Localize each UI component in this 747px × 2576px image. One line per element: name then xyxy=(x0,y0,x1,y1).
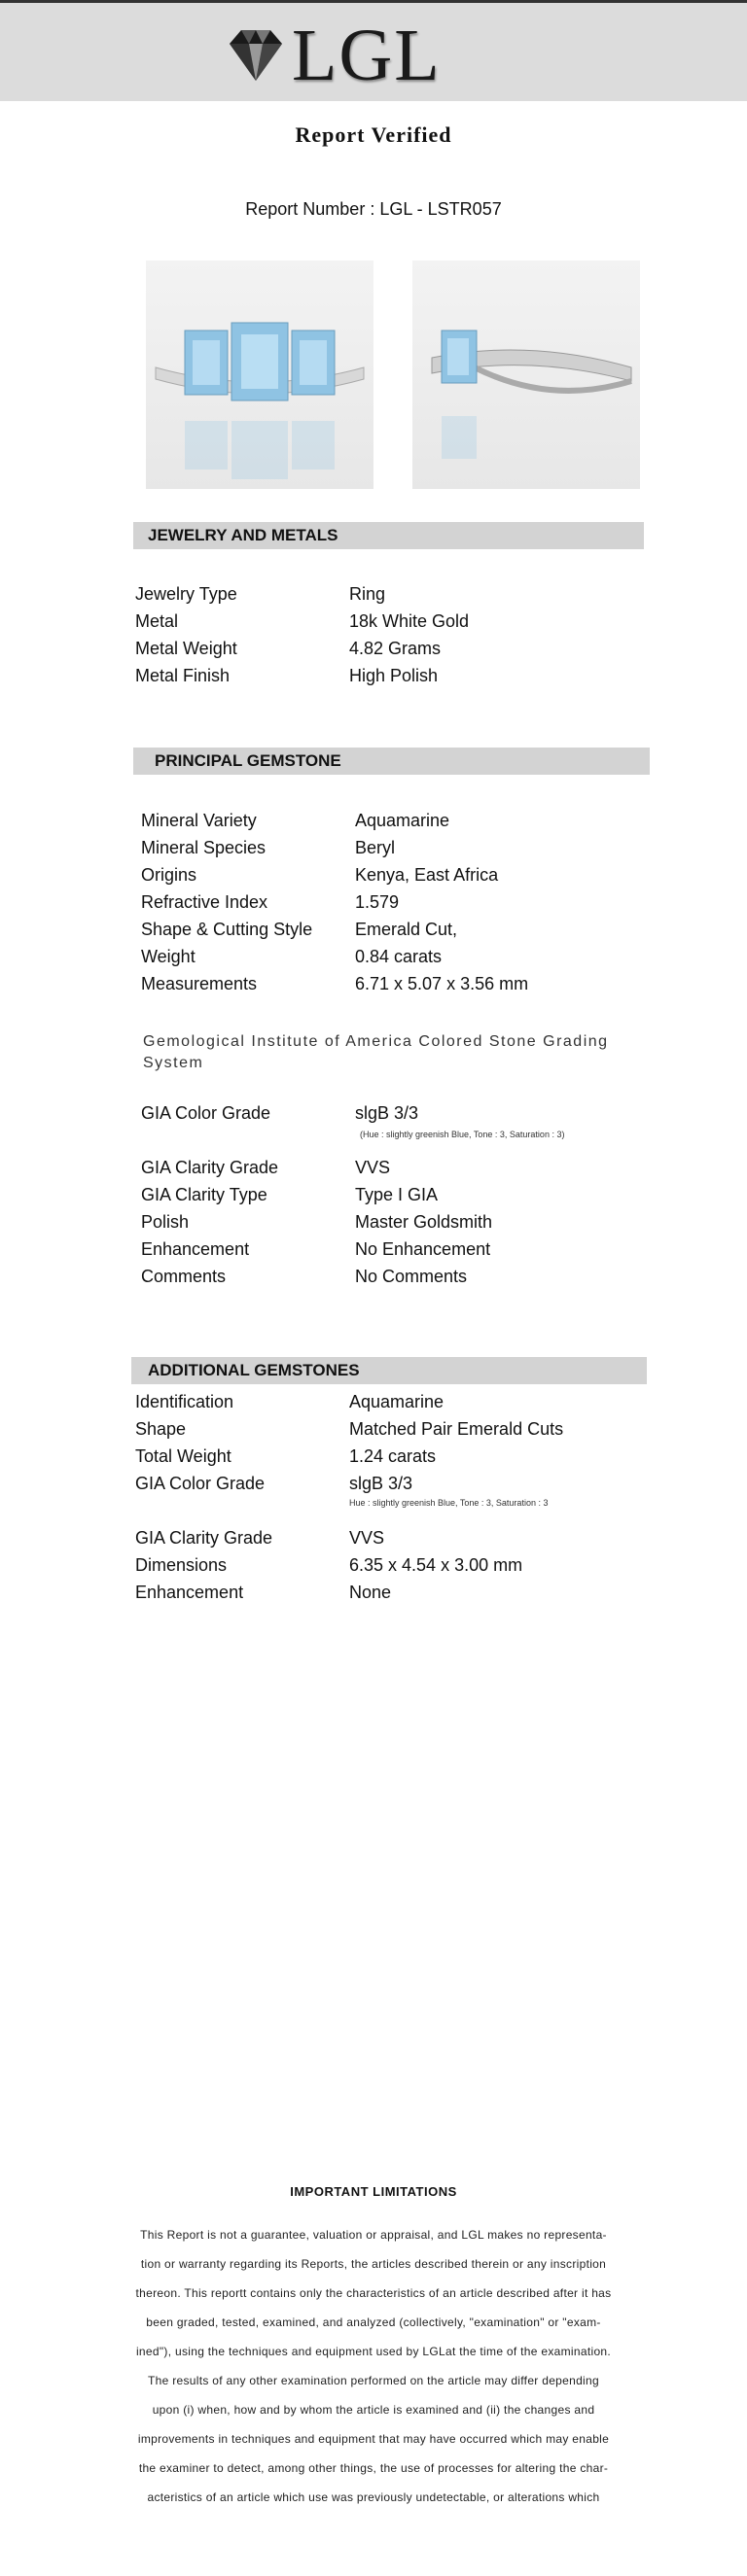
principal-section-heading: PRINCIPAL GEMSTONE xyxy=(133,748,650,775)
limitations-line: acteristics of an article which use was previously undetectable, or alterations which xyxy=(147,2490,600,2504)
detail-value: High Polish xyxy=(349,666,439,685)
detail-label: GIA Color Grade xyxy=(135,1474,266,1493)
detail-value: 18k White Gold xyxy=(349,611,470,631)
detail-value: Master Goldsmith xyxy=(355,1212,493,1232)
limitations-line: The results of any other examination performed on the article may differ depending xyxy=(148,2374,599,2387)
detail-value: Ring xyxy=(349,584,386,604)
limitations-line: tion or warranty regarding its Reports, the articles described therein or any inscription xyxy=(140,2257,607,2271)
detail-value: No Enhancement xyxy=(355,1239,491,1259)
detail-value: Type I GIA xyxy=(355,1185,439,1204)
detail-label: Weight xyxy=(141,947,196,966)
additional-section-heading: ADDITIONAL GEMSTONES xyxy=(131,1357,647,1384)
detail-label: Shape xyxy=(135,1419,187,1439)
detail-label: Jewelry Type xyxy=(135,584,237,604)
detail-label: Comments xyxy=(141,1267,227,1286)
detail-value: None xyxy=(349,1583,392,1602)
detail-row xyxy=(141,1099,418,1127)
detail-row xyxy=(141,1154,492,1181)
detail-label: Shape & Cutting Style xyxy=(141,920,313,939)
detail-row xyxy=(141,861,528,888)
limitations-line: upon (i) when, how and by whom the article is examined and (ii) the changes and xyxy=(152,2403,595,2417)
gia-grading-system-heading: Gemological Institute of America Colored Stone Grading System xyxy=(143,1033,609,1071)
detail-value: Beryl xyxy=(355,838,396,857)
logo-text: LGL xyxy=(292,15,442,96)
detail-row xyxy=(135,1579,522,1606)
detail-value: Kenya, East Africa xyxy=(355,865,499,885)
detail-row xyxy=(141,1208,492,1236)
limitations-line: thereon. This reportt contains only the characteristics of an article described after it has xyxy=(135,2286,612,2300)
detail-value: 6.35 x 4.54 x 3.00 mm xyxy=(349,1555,523,1575)
detail-label: GIA Clarity Grade xyxy=(141,1158,279,1177)
header-banner xyxy=(0,0,747,101)
detail-label: Metal Weight xyxy=(135,639,237,658)
detail-label: Mineral Variety xyxy=(141,811,257,830)
color-grade-note: (Hue : slightly greenish Blue, Tone : 3, Saturation : 3) xyxy=(360,1130,565,1139)
detail-label: Mineral Species xyxy=(141,838,267,857)
principal-color-grade xyxy=(141,1099,418,1127)
detail-row xyxy=(135,635,469,662)
detail-label: Metal xyxy=(135,611,179,631)
detail-row xyxy=(141,970,528,997)
detail-row xyxy=(135,608,469,635)
detail-value: slgB 3/3 xyxy=(355,1103,419,1123)
limitations-line: This Report is not a guarantee, valuation or appraisal, and LGL makes no representa- xyxy=(140,2228,607,2242)
ring-front-photo xyxy=(146,261,374,489)
detail-label: Total Weight xyxy=(135,1446,231,1466)
lgl-logo xyxy=(226,17,442,94)
detail-value: 1.579 xyxy=(355,892,400,912)
ring-side-photo xyxy=(412,261,640,489)
detail-row xyxy=(135,1551,522,1579)
limitations-line: improvements in techniques and equipment that may have occurred which may enable xyxy=(137,2432,610,2446)
detail-row xyxy=(141,916,528,943)
detail-row xyxy=(135,1388,563,1415)
limitations-heading: IMPORTANT LIMITATIONS xyxy=(290,2184,457,2199)
principal-details xyxy=(141,807,528,997)
detail-row xyxy=(135,1415,563,1443)
detail-row xyxy=(135,662,469,689)
jewelry-section-heading: JEWELRY AND METALS xyxy=(133,522,644,549)
detail-value: No Comments xyxy=(355,1267,468,1286)
detail-value: Aquamarine xyxy=(355,811,450,830)
detail-value: VVS xyxy=(349,1528,385,1548)
limitations-text xyxy=(97,2220,650,2512)
detail-label: GIA Clarity Grade xyxy=(135,1528,273,1548)
detail-value: 4.82 Grams xyxy=(349,639,442,658)
limitations-line: been graded, tested, examined, and analyzed (collectively, "examination" or "exam- xyxy=(146,2315,601,2329)
detail-value: Matched Pair Emerald Cuts xyxy=(349,1419,564,1439)
principal-clarity-details xyxy=(141,1154,492,1290)
detail-label: Origins xyxy=(141,865,197,885)
jewelry-details xyxy=(135,580,469,689)
detail-label: Polish xyxy=(141,1212,190,1232)
detail-label: Enhancement xyxy=(141,1239,250,1259)
detail-label: Metal Finish xyxy=(135,666,231,685)
detail-row xyxy=(141,888,528,916)
detail-label: Dimensions xyxy=(135,1555,228,1575)
detail-row xyxy=(135,1470,563,1497)
detail-value: 6.71 x 5.07 x 3.56 mm xyxy=(355,974,529,993)
additional-details xyxy=(135,1388,563,1497)
detail-value: 1.24 carats xyxy=(349,1446,437,1466)
detail-value: Emerald Cut, xyxy=(355,920,458,939)
detail-value: slgB 3/3 xyxy=(349,1474,413,1493)
detail-label: Refractive Index xyxy=(141,892,268,912)
detail-row xyxy=(141,834,528,861)
detail-row xyxy=(141,807,528,834)
detail-row xyxy=(141,1236,492,1263)
report-number: Report Number : LGL - LSTR057 xyxy=(245,199,502,219)
detail-label: Enhancement xyxy=(135,1583,244,1602)
diamond-icon xyxy=(226,26,286,85)
detail-label: GIA Clarity Type xyxy=(141,1185,267,1204)
page-title: Report Verified xyxy=(295,122,452,147)
detail-value: 0.84 carats xyxy=(355,947,443,966)
detail-row xyxy=(135,580,469,608)
detail-row xyxy=(135,1443,563,1470)
detail-row xyxy=(141,1181,492,1208)
detail-label: Measurements xyxy=(141,974,258,993)
limitations-line: the examiner to detect, among other things, the use of processes for altering the char- xyxy=(138,2461,609,2475)
detail-row xyxy=(141,1263,492,1290)
detail-row xyxy=(135,1524,522,1551)
additional-clarity-details xyxy=(135,1524,522,1606)
detail-label: Identification xyxy=(135,1392,234,1411)
detail-value: Aquamarine xyxy=(349,1392,445,1411)
detail-label: GIA Color Grade xyxy=(141,1103,271,1123)
detail-row xyxy=(141,943,528,970)
additional-color-note: Hue : slightly greenish Blue, Tone : 3, Saturation : 3 xyxy=(349,1498,549,1508)
detail-value: VVS xyxy=(355,1158,391,1177)
limitations-line: ined"), using the techniques and equipment used by LGLat the time of the examination. xyxy=(135,2345,612,2358)
